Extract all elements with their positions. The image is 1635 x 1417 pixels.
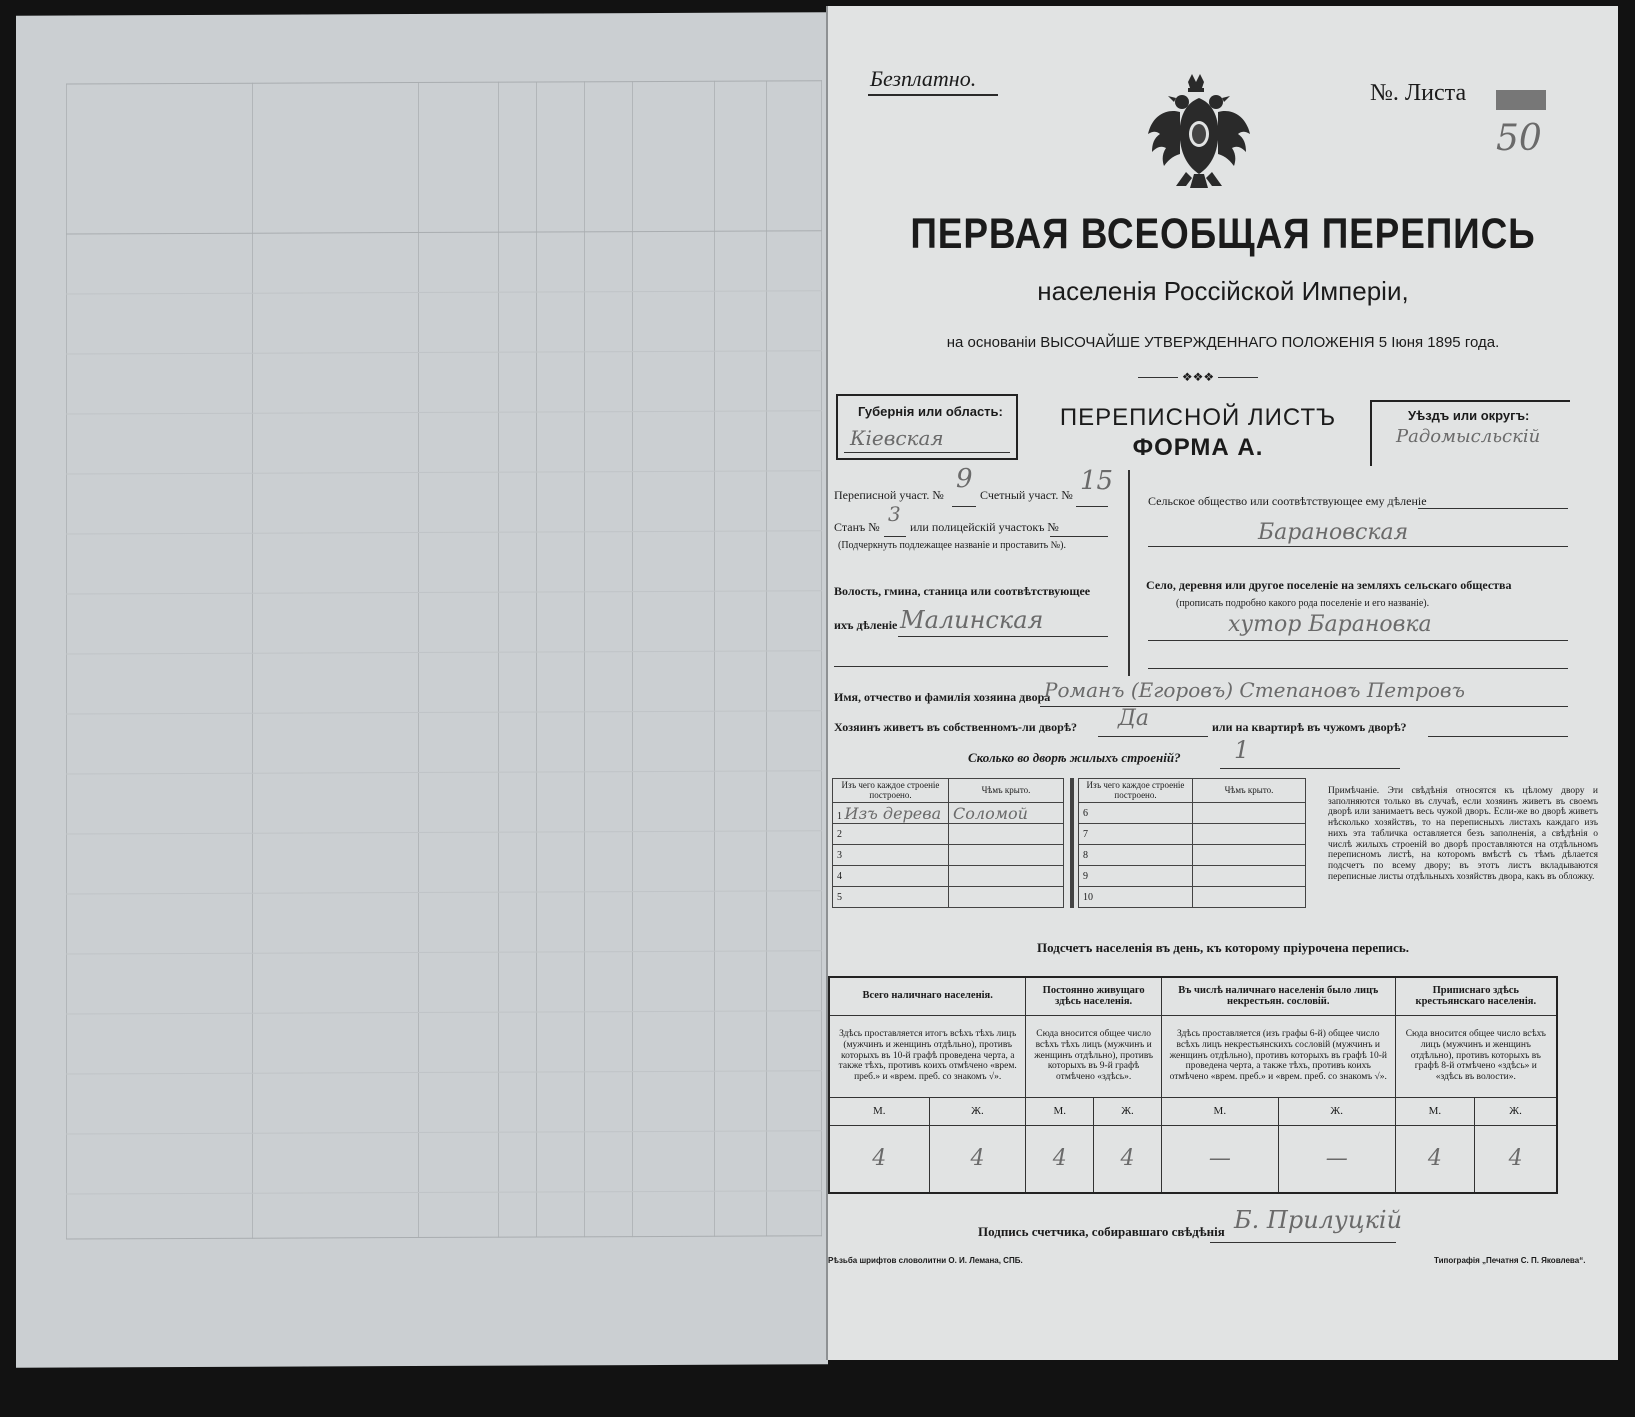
form-name: ПЕРЕПИСНОЙ ЛИСТЪ	[1059, 404, 1337, 431]
table-row: 7	[1079, 824, 1306, 845]
left-page-blank	[16, 12, 828, 1368]
stan-value: 3	[888, 502, 901, 526]
table-row: 6	[1079, 803, 1306, 824]
province-label: Губернія или область:	[858, 404, 1003, 419]
col-roof-left: Чѣмъ крыто.	[949, 779, 1064, 803]
owner-value: Романъ (Егоровъ) Степановъ Петровъ	[1044, 678, 1465, 702]
count-total-female: 4	[929, 1125, 1026, 1193]
female-label: Ж.	[1475, 1097, 1557, 1125]
signature-line	[1210, 1242, 1396, 1243]
rented-label: или на квартирѣ въ чужомъ дворѣ?	[1212, 720, 1407, 734]
form-main-title: ПЕРВАЯ ВСЕОБЩАЯ ПЕРЕПИСЬ	[910, 210, 1536, 258]
counting-section-value: 15	[1080, 466, 1114, 496]
village-label: Село, деревня или другое поселеніе на земляхъ сельскаго общества	[1146, 578, 1512, 592]
count-nonpeasant-male: —	[1161, 1125, 1278, 1193]
imprint-left: Рѣзьба шрифтов словолитни О. И. Лемана, СПБ.	[828, 1256, 1023, 1265]
table-row: 9	[1079, 866, 1306, 887]
owner-label: Имя, отчество и фамилія хозяина двора	[834, 690, 1051, 704]
free-label: Безплатно.	[870, 66, 977, 91]
sheet-number-label: №. Листа	[1370, 80, 1467, 106]
own-yard-label: Хозяинъ живетъ въ собственномъ-ли дворѣ?	[834, 720, 1078, 734]
buildings-table-right	[1078, 778, 1306, 908]
buildings-note: Примѣчаніе. Эти свѣдѣнія относятся къ цѣлому двору и заполняются только въ случаѣ, если хозяинъ живетъ въ своемъ дворѣ или занимаетъ весь чужой дворъ. Если-же во дворѣ живетъ нѣсколько хозяйствъ, то на переписныхъ листахъ каждаго изъ нихъ эта табличка оставляется безъ заполненія, а свѣдѣнія о числѣ жилыхъ строеній во дворѣ проставляются на отдѣльномъ переписномъ листѣ, на которомъ вмѣстѣ съ тѣмъ дѣлается подсчетъ по всему двору; въ этотъ листъ вкладываются переписные листы отдѣльныхъ хозяйствъ двора, какъ въ обложку.	[1328, 786, 1598, 882]
population-count-title: Подсчетъ населенія въ день, къ которому пріурочена перепись.	[1037, 940, 1409, 955]
table-row: 3	[833, 845, 1064, 866]
fields-divider	[1128, 470, 1130, 676]
table-row: 10	[1079, 887, 1306, 908]
district-box	[1370, 400, 1570, 466]
table-row: 4	[833, 866, 1064, 887]
male-label: М.	[829, 1097, 929, 1125]
dwellings-label: Сколько во дворѣ жилыхъ строеній?	[968, 750, 1181, 765]
count-total-male: 4	[829, 1125, 929, 1193]
male-label: М.	[1395, 1097, 1475, 1125]
male-label: М.	[1161, 1097, 1278, 1125]
district-label: Уѣздъ или округъ:	[1408, 408, 1530, 423]
volost-label: Волость, гмина, станица или соотвѣтствующее	[834, 584, 1091, 598]
police-label: или полицейскій участокъ №	[910, 520, 1059, 534]
imprint-right: Типографія „Печатня С. П. Яковлева“.	[1434, 1256, 1586, 1265]
buildings-table-divider	[1070, 778, 1074, 908]
female-label: Ж.	[929, 1097, 1026, 1125]
col-material-left: Изъ чего каждое строеніе построено.	[833, 779, 949, 803]
table-row: 2	[833, 824, 1064, 845]
signature-label: Подпись счетчика, собиравшаго свѣдѣнія	[978, 1224, 1225, 1239]
census-section-value: 9	[956, 464, 973, 494]
table-row: 1 Изъ дерева Соломой	[833, 803, 1064, 824]
col-material-right: Изъ чего каждое строеніе построено.	[1079, 779, 1193, 803]
count-header-total: Всего наличнаго населенія.	[829, 977, 1026, 1015]
free-underline	[868, 94, 998, 96]
count-header-registered: Приписнаго здѣсь крестьянскаго населенія.	[1395, 977, 1557, 1015]
district-value: Радомысльскій	[1396, 426, 1541, 447]
table-row: 5	[833, 887, 1064, 908]
count-permanent-male: 4	[1026, 1125, 1094, 1193]
own-yard-value: Да	[1118, 706, 1150, 731]
count-desc-registered: Сюда вносится общее число всѣхъ лицъ (мужчинъ и женщинъ отдѣльно), противъ которыхъ въ графѣ 8-й отмѣчено «здѣсь» и «здѣсь въ волости».	[1395, 1015, 1557, 1097]
census-form-page	[828, 6, 1618, 1360]
rural-society-label: Сельское общество или соотвѣтствующее ему дѣленіе	[1148, 494, 1427, 508]
village-value: хутор Барановка	[1228, 612, 1432, 637]
ghost-ruled-grid	[66, 80, 822, 1239]
sheet-number-handwritten: 50	[1496, 118, 1542, 159]
count-header-permanent: Постоянно живущаго здѣсь населенія.	[1026, 977, 1162, 1015]
dwellings-value: 1	[1234, 736, 1250, 764]
table-row: 8	[1079, 845, 1306, 866]
count-header-nonpeasant: Въ числѣ наличнаго населенія было лицъ некрестьян. сословій.	[1161, 977, 1395, 1015]
signature-value: Б. Прилуцкій	[1234, 1206, 1403, 1234]
female-label: Ж.	[1094, 1097, 1162, 1125]
volost-label-2: ихъ дѣленіе	[834, 618, 898, 632]
population-count-table	[828, 976, 1558, 1194]
count-registered-female: 4	[1475, 1125, 1557, 1193]
count-permanent-female: 4	[1094, 1125, 1162, 1193]
rural-society-value: Барановская	[1258, 520, 1409, 545]
province-box	[836, 394, 1018, 460]
col-roof-right: Чѣмъ крыто.	[1193, 779, 1306, 803]
form-subtitle: населенія Россійской Имперіи,	[1037, 276, 1409, 306]
male-label: М.	[1026, 1097, 1094, 1125]
count-nonpeasant-female: —	[1278, 1125, 1395, 1193]
census-section-label: Переписной участ. №	[834, 488, 944, 502]
imperial-eagle-icon	[1144, 68, 1254, 196]
count-registered-male: 4	[1395, 1125, 1475, 1193]
form-type: ФОРМА А.	[1132, 434, 1264, 461]
count-desc-total: Здѣсь проставляется итогъ всѣхъ тѣхъ лицъ (мужчинъ и женщинъ отдѣльно), противъ которыхъ въ 10-й графѣ проведена черта, а также тѣхъ, противъ коихъ отмѣчено «врем. преб.» и «врем. преб. со знакомъ √».	[829, 1015, 1026, 1097]
ornament-divider: ❖❖❖	[1138, 370, 1258, 384]
sheet-number-redaction	[1496, 90, 1546, 110]
volost-value: Малинская	[900, 606, 1044, 634]
buildings-table-left	[832, 778, 1064, 908]
underline-note: (Подчеркнуть подлежащее названіе и проставить №).	[838, 540, 1066, 551]
female-label: Ж.	[1278, 1097, 1395, 1125]
count-desc-nonpeasant: Здѣсь проставляется (изъ графы 6-й) общее число всѣхъ лицъ некрестьянскихъ сословій (мужчинъ и женщинъ отдѣльно), противъ которыхъ въ графѣ 10-й проведена черта, а также тѣхъ, противъ коихъ отмѣчено «врем. преб.» и «врем. преб. со знакомъ √».	[1161, 1015, 1395, 1097]
stan-label: Станъ №	[834, 520, 880, 534]
count-desc-permanent: Сюда вносится общее число всѣхъ тѣхъ лицъ (мужчинъ и женщинъ отдѣльно), противъ которыхъ въ 9-й графѣ отмѣчено «здѣсь».	[1026, 1015, 1162, 1097]
province-value: Кіевская	[850, 426, 944, 450]
form-basis: на основаніи ВЫСОЧАЙШЕ УТВЕРЖДЕННАГО ПОЛОЖЕНІЯ 5 Іюня 1895 года.	[946, 334, 1500, 351]
village-note: (прописать подробно какого рода поселеніе и его названіе).	[1176, 598, 1430, 609]
counting-section-label: Счетный участ. №	[980, 488, 1073, 502]
